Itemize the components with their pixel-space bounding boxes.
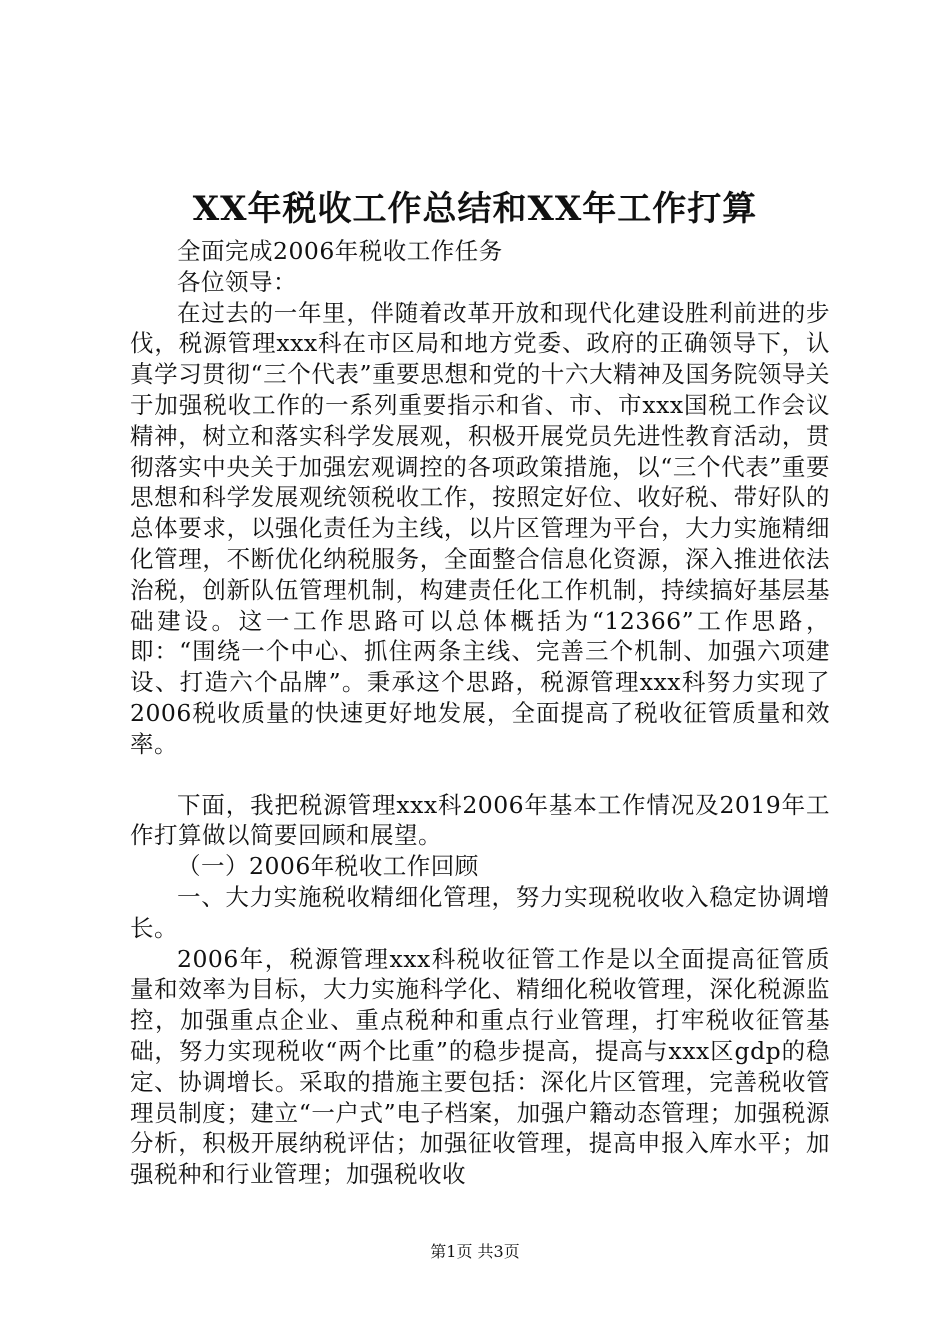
- overview-paragraph: 下面，我把税源管理xxx科2006年基本工作情况及2019年工作打算做以简要回顾和展望。: [130, 790, 830, 850]
- salutation-paragraph: 各位领导：: [177, 267, 297, 296]
- page-footer: 第1页 共3页: [430, 1242, 520, 1261]
- section-heading: （一）2006年税收工作回顾: [177, 852, 479, 881]
- intro-paragraph: 在过去的一年里，伴随着改革开放和现代化建设胜利前进的步伐，税源管理xxx科在市区局和地方党委、政府的正确领导下，认真学习贯彻“三个代表”重要思想和党的十六大精神及国务院领导关于加强税收工作的一系列重要指示和省、市、市xxx国税工作会议精神，树立和落实科学发展观，积极开展党员先进性教育活动，贯彻落实中央关于加强宏观调控的各项政策措施，以“三个代表”重要思想和科学发展观统领税收工作，按照定好位、收好税、带好队的总体要求，以强化责任为主线，以片区管理为平台，大力实施精细化管理，不断优化纳税服务，全面整合信息化资源，深入推进依法治税，创新队伍管理机制，构建责任化工作机制，持续搞好基层基础建设。这一工作思路可以总体概括为“12366”工作思路，即：“围绕一个中心、抓住两条主线、完善三个机制、加强六项建设、打造六个品牌”。秉承这个思路，税源管理xxx科努力实现了2006税收质量的快速更好地发展，全面提高了税收征管质量和效率。: [130, 298, 830, 758]
- body-paragraph: 2006年，税源管理xxx科税收征管工作是以全面提高征管质量和效率为目标，大力实施科学化、精细化税收管理，深化税源监控，加强重点企业、重点税种和重点行业管理，打牢税收征管基础，努力实现税收“两个比重”的稳步提高，提高与xxx区gdp的稳定、协调增长。采取的措施主要包括：深化片区管理，完善税收管理员制度；建立“一户式”电子档案，加强户籍动态管理；加强税源分析，积极开展纳税评估；加强征收管理，提高申报入库水平；加强税种和行业管理；加强税收收: [130, 944, 830, 1189]
- document-body: [130, 236, 830, 1190]
- subsection-heading: 一、大力实施税收精细化管理，努力实现税收收入稳定协调增长。: [130, 882, 830, 942]
- subtitle-paragraph: 全面完成2006年税收工作任务: [177, 237, 503, 265]
- document-title: XX年税收工作总结和XX年工作打算: [192, 189, 758, 229]
